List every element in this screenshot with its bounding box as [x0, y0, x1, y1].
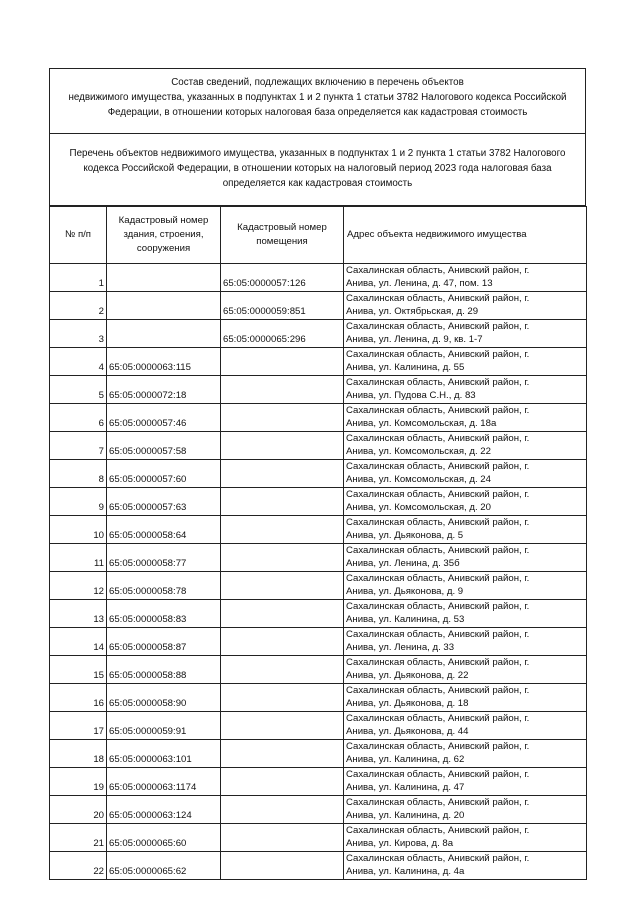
- document-heading: [49, 68, 586, 134]
- room-cadastral-number: [221, 488, 344, 516]
- building-cadastral-number: 65:05:0000057:63: [107, 488, 221, 516]
- subheading-line: кодекса Российской Федерации, в отношении которых на налоговый период 2023 года налоговая база: [83, 163, 552, 174]
- subheading-line: определяется как кадастровая стоимость: [222, 178, 413, 189]
- address-line: Сахалинская область, Анивский район, г.: [346, 657, 530, 668]
- room-cadastral-number: [221, 516, 344, 544]
- table-row: [50, 460, 587, 488]
- building-cadastral-number: 65:05:0000072:18: [107, 376, 221, 404]
- address-cell: [344, 712, 587, 740]
- room-cadastral-number: 65:05:0000057:126: [221, 264, 344, 292]
- address-line: Анива, ул. Калинина, д. 20: [346, 810, 465, 821]
- address-cell: [344, 684, 587, 712]
- address-cell: [344, 572, 587, 600]
- room-cadastral-number: [221, 852, 344, 880]
- header-address: Адрес объекта недвижимого имущества: [344, 207, 587, 264]
- room-cadastral-number: 65:05:0000065:296: [221, 320, 344, 348]
- address-line: Сахалинская область, Анивский район, г.: [346, 321, 530, 332]
- room-cadastral-number: [221, 348, 344, 376]
- table-row: [50, 348, 587, 376]
- building-cadastral-number: 65:05:0000058:87: [107, 628, 221, 656]
- address-cell: [344, 264, 587, 292]
- room-cadastral-number: [221, 684, 344, 712]
- building-cadastral-number: 65:05:0000057:60: [107, 460, 221, 488]
- property-table: [49, 206, 587, 880]
- table-row: [50, 264, 587, 292]
- building-cadastral-number: 65:05:0000057:58: [107, 432, 221, 460]
- address-line: Анива, ул. Комсомольская, д. 24: [346, 474, 491, 485]
- table-row: [50, 600, 587, 628]
- address-line: Анива, ул. Калинина, д. 53: [346, 614, 465, 625]
- address-line: Сахалинская область, Анивский район, г.: [346, 265, 530, 276]
- room-cadastral-number: [221, 404, 344, 432]
- address-line: Анива, ул. Дьяконова, д. 18: [346, 698, 469, 709]
- room-cadastral-number: [221, 544, 344, 572]
- address-cell: [344, 376, 587, 404]
- building-cadastral-number: 65:05:0000058:83: [107, 600, 221, 628]
- table-row: [50, 488, 587, 516]
- address-line: Сахалинская область, Анивский район, г.: [346, 517, 530, 528]
- room-cadastral-number: [221, 712, 344, 740]
- building-cadastral-number: [107, 320, 221, 348]
- address-line: Сахалинская область, Анивский район, г.: [346, 629, 530, 640]
- building-cadastral-number: 65:05:0000058:88: [107, 656, 221, 684]
- address-line: Сахалинская область, Анивский район, г.: [346, 489, 530, 500]
- address-cell: [344, 852, 587, 880]
- table-row: [50, 320, 587, 348]
- address-line: Анива, ул. Ленина, д. 33: [346, 642, 455, 653]
- building-cadastral-number: 65:05:0000063:115: [107, 348, 221, 376]
- address-line: Сахалинская область, Анивский район, г.: [346, 825, 530, 836]
- table-row: [50, 404, 587, 432]
- address-line: Анива, ул. Калинина, д. 55: [346, 362, 465, 373]
- room-cadastral-number: [221, 376, 344, 404]
- table-row: [50, 572, 587, 600]
- address-line: Анива, ул. Комсомольская, д. 22: [346, 446, 491, 457]
- address-line: Сахалинская область, Анивский район, г.: [346, 433, 530, 444]
- building-cadastral-number: [107, 292, 221, 320]
- row-number: 12: [50, 572, 107, 600]
- address-cell: [344, 796, 587, 824]
- address-line: Сахалинская область, Анивский район, г.: [346, 293, 530, 304]
- address-cell: [344, 348, 587, 376]
- row-number: 10: [50, 516, 107, 544]
- building-cadastral-number: 65:05:0000058:90: [107, 684, 221, 712]
- header-room-cadastral: Кадастровый номер помещения: [221, 207, 344, 264]
- address-line: Сахалинская область, Анивский район, г.: [346, 853, 530, 864]
- row-number: 9: [50, 488, 107, 516]
- address-line: Сахалинская область, Анивский район, г.: [346, 573, 530, 584]
- room-cadastral-number: [221, 600, 344, 628]
- address-line: Сахалинская область, Анивский район, г.: [346, 741, 530, 752]
- table-row: [50, 544, 587, 572]
- address-cell: [344, 656, 587, 684]
- table-row: [50, 432, 587, 460]
- building-cadastral-number: 65:05:0000065:62: [107, 852, 221, 880]
- table-header-row: [50, 207, 587, 264]
- address-line: Анива, ул. Калинина, д. 47: [346, 782, 465, 793]
- document-sheet: [49, 68, 586, 880]
- address-line: Анива, ул. Комсомольская, д. 18а: [346, 418, 497, 429]
- row-number: 20: [50, 796, 107, 824]
- room-cadastral-number: [221, 740, 344, 768]
- table-row: [50, 712, 587, 740]
- row-number: 11: [50, 544, 107, 572]
- row-number: 2: [50, 292, 107, 320]
- address-line: Сахалинская область, Анивский район, г.: [346, 461, 530, 472]
- address-cell: [344, 320, 587, 348]
- address-line: Анива, ул. Дьяконова, д. 22: [346, 670, 469, 681]
- row-number: 16: [50, 684, 107, 712]
- row-number: 6: [50, 404, 107, 432]
- address-cell: [344, 600, 587, 628]
- address-cell: [344, 628, 587, 656]
- table-row: [50, 292, 587, 320]
- building-cadastral-number: 65:05:0000063:101: [107, 740, 221, 768]
- address-line: Анива, ул. Калинина, д. 4а: [346, 866, 465, 877]
- address-line: Анива, ул. Ленина, д. 47, пом. 13: [346, 278, 493, 289]
- address-cell: [344, 544, 587, 572]
- room-cadastral-number: [221, 796, 344, 824]
- table-body: [50, 264, 587, 880]
- address-line: Анива, ул. Дьяконова, д. 5: [346, 530, 464, 541]
- address-cell: [344, 404, 587, 432]
- row-number: 17: [50, 712, 107, 740]
- heading-line: Состав сведений, подлежащих включению в перечень объектов: [171, 77, 464, 88]
- table-row: [50, 656, 587, 684]
- address-line: Анива, ул. Дьяконова, д. 9: [346, 586, 464, 597]
- address-cell: [344, 488, 587, 516]
- room-cadastral-number: [221, 572, 344, 600]
- row-number: 19: [50, 768, 107, 796]
- row-number: 4: [50, 348, 107, 376]
- row-number: 14: [50, 628, 107, 656]
- address-cell: [344, 824, 587, 852]
- address-cell: [344, 460, 587, 488]
- address-line: Анива, ул. Комсомольская, д. 20: [346, 502, 491, 513]
- table-row: [50, 516, 587, 544]
- header-num: № п/п: [50, 207, 107, 264]
- building-cadastral-number: 65:05:0000058:78: [107, 572, 221, 600]
- room-cadastral-number: [221, 656, 344, 684]
- room-cadastral-number: [221, 460, 344, 488]
- row-number: 3: [50, 320, 107, 348]
- row-number: 21: [50, 824, 107, 852]
- heading-line: Федерации, в отношении которых налоговая база определяется как кадастровая стоимость: [107, 107, 528, 118]
- address-line: Анива, ул. Ленина, д. 9, кв. 1-7: [346, 334, 483, 345]
- table-row: [50, 824, 587, 852]
- address-line: Сахалинская область, Анивский район, г.: [346, 377, 530, 388]
- row-number: 22: [50, 852, 107, 880]
- address-cell: [344, 516, 587, 544]
- row-number: 13: [50, 600, 107, 628]
- building-cadastral-number: 65:05:0000058:64: [107, 516, 221, 544]
- room-cadastral-number: 65:05:0000059:851: [221, 292, 344, 320]
- address-line: Анива, ул. Пудова С.Н., д. 83: [346, 390, 476, 401]
- building-cadastral-number: 65:05:0000059:91: [107, 712, 221, 740]
- row-number: 7: [50, 432, 107, 460]
- room-cadastral-number: [221, 628, 344, 656]
- building-cadastral-number: 65:05:0000063:1174: [107, 768, 221, 796]
- building-cadastral-number: 65:05:0000065:60: [107, 824, 221, 852]
- building-cadastral-number: 65:05:0000057:46: [107, 404, 221, 432]
- building-cadastral-number: 65:05:0000063:124: [107, 796, 221, 824]
- address-line: Сахалинская область, Анивский район, г.: [346, 797, 530, 808]
- address-line: Сахалинская область, Анивский район, г.: [346, 685, 530, 696]
- building-cadastral-number: [107, 264, 221, 292]
- address-line: Анива, ул. Октябрьская, д. 29: [346, 306, 479, 317]
- address-line: Анива, ул. Дьяконова, д. 44: [346, 726, 469, 737]
- table-row: [50, 684, 587, 712]
- header-building-cadastral: Кадастровый номер здания, строения, сооружения: [107, 207, 221, 264]
- address-line: Анива, ул. Ленина, д. 35б: [346, 558, 460, 569]
- row-number: 8: [50, 460, 107, 488]
- address-line: Сахалинская область, Анивский район, г.: [346, 769, 530, 780]
- address-line: Сахалинская область, Анивский район, г.: [346, 405, 530, 416]
- address-line: Сахалинская область, Анивский район, г.: [346, 601, 530, 612]
- address-line: Анива, ул. Кирова, д. 8а: [346, 838, 454, 849]
- address-line: Сахалинская область, Анивский район, г.: [346, 349, 530, 360]
- table-row: [50, 852, 587, 880]
- room-cadastral-number: [221, 768, 344, 796]
- subheading-line: Перечень объектов недвижимого имущества, указанных в подпунктах 1 и 2 пункта 1 статьи 3782 Налогового: [69, 148, 566, 159]
- address-line: Сахалинская область, Анивский район, г.: [346, 713, 530, 724]
- row-number: 15: [50, 656, 107, 684]
- table-row: [50, 740, 587, 768]
- address-cell: [344, 292, 587, 320]
- document-subheading: [49, 134, 586, 206]
- row-number: 1: [50, 264, 107, 292]
- table-row: [50, 376, 587, 404]
- building-cadastral-number: 65:05:0000058:77: [107, 544, 221, 572]
- address-line: Сахалинская область, Анивский район, г.: [346, 545, 530, 556]
- address-cell: [344, 768, 587, 796]
- room-cadastral-number: [221, 824, 344, 852]
- heading-line: недвижимого имущества, указанных в подпунктах 1 и 2 пункта 1 статьи 3782 Налогового кодекса Российской: [68, 92, 567, 103]
- address-cell: [344, 432, 587, 460]
- table-row: [50, 628, 587, 656]
- row-number: 18: [50, 740, 107, 768]
- room-cadastral-number: [221, 432, 344, 460]
- address-line: Анива, ул. Калинина, д. 62: [346, 754, 465, 765]
- table-row: [50, 768, 587, 796]
- address-cell: [344, 740, 587, 768]
- table-row: [50, 796, 587, 824]
- row-number: 5: [50, 376, 107, 404]
